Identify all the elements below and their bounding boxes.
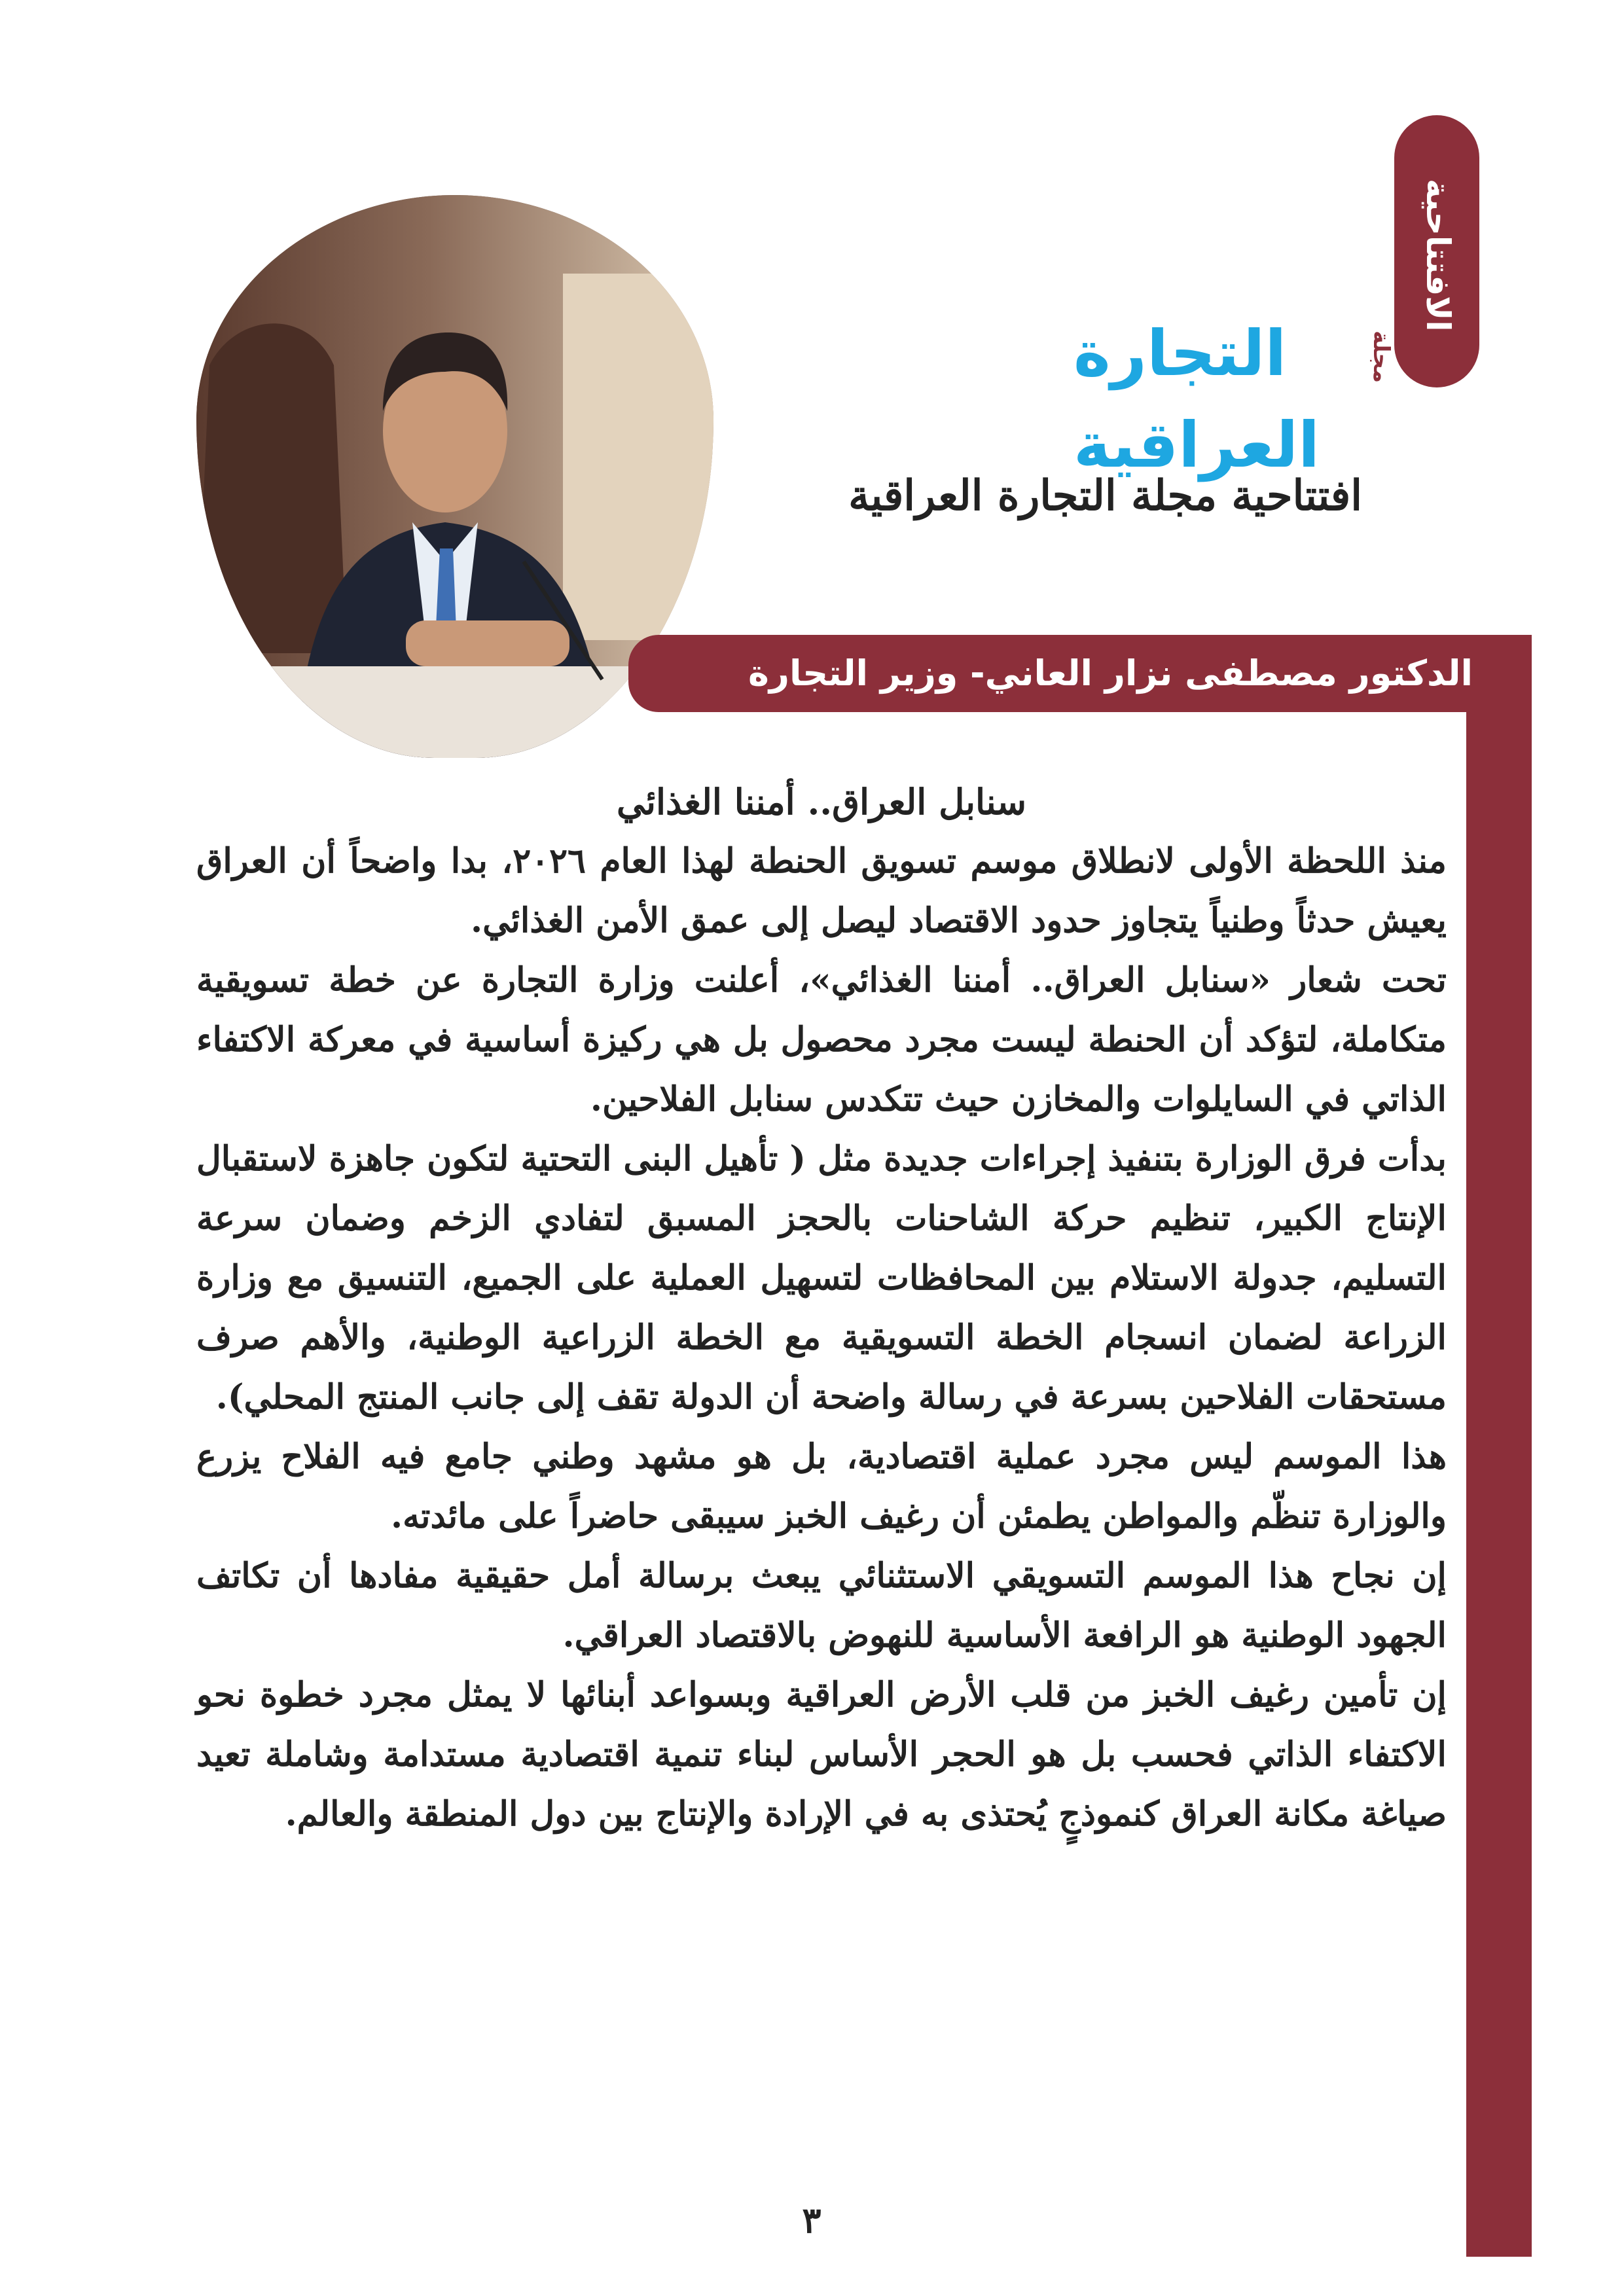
author-bar	[628, 635, 1532, 712]
magazine-logo-main: التجارة العراقية	[1074, 317, 1320, 482]
section-tab-label: الافتتاحية	[1419, 179, 1457, 332]
article-paragraph: بدأت فرق الوزارة بتنفيذ إجراءات جديدة مثل ( تأهيل البنى التحتية لتكون جاهزة لاستقبال الإنتاج الكبير، تنظيم حركة الشاحنات بالحجز المسبق لتفادي الزخم وضمان سرعة التسليم، جدولة الاستلام بين المحافظات لتسهيل العملية على الجميع، التنسيق مع وزارة الزراعة لضمان انسجام الخطة التسويقية مع الخطة الزراعية الوطنية، والأهم صرف مستحقات الفلاحين بسرعة في رسالة واضحة أن الدولة تقف إلى جانب المنتج المحلي).	[196, 1139, 1447, 1417]
author-name: الدكتور مصطفى نزار العاني- وزير التجارة	[748, 653, 1473, 694]
article	[196, 772, 1447, 1844]
article-paragraph: منذ اللحظة الأولى لانطلاق موسم تسويق الحنطة لهذا العام ٢٠٢٦، بدا واضحاً أن العراق يعيش حدثاً وطنياً يتجاوز حدود الاقتصاد ليصل إلى عمق الأمن الغذائي.	[196, 841, 1447, 941]
editorial-title: افتتاحية مجلة التجارة العراقية	[848, 471, 1362, 520]
magazine-logo-small: مجلة	[1368, 330, 1394, 384]
magazine-logo	[1074, 308, 1394, 482]
page-number: ٣	[802, 2199, 821, 2241]
article-paragraph: هذا الموسم ليس مجرد عملية اقتصادية، بل هو مشهد وطني جامع فيه الفلاح يزرع والوزارة تنظّم والمواطن يطمئن أن رغيف الخبز سيبقى حاضراً على مائدته.	[196, 1437, 1447, 1536]
article-paragraph: إن تأمين رغيف الخبز من قلب الأرض العراقية وبسواعد أبنائها لا يمثل مجرد خطوة نحو الاكتفاء الذاتي فحسب بل هو الحجر الأساس لبناء تنمية اقتصادية مستدامة وشاملة تعيد صياغة مكانة العراق كنموذجٍ يُحتذى به في الإرادة والإنتاج بين دول المنطقة والعالم.	[196, 1675, 1447, 1834]
article-paragraph: تحت شعار «سنابل العراق.. أمننا الغذائي»، أعلنت وزارة التجارة عن خطة تسويقية متكاملة، لتؤكد أن الحنطة ليست مجرد محصول بل هي ركيزة أساسية في معركة الاكتفاء الذاتي في السايلوات والمخازن حيث تتكدس سنابل الفلاحين.	[196, 960, 1447, 1119]
right-accent-bar	[1466, 712, 1532, 2257]
article-heading: سنابل العراق.. أمننا الغذائي	[617, 781, 1026, 823]
article-paragraph: إن نجاح هذا الموسم التسويقي الاستثنائي يبعث برسالة أمل حقيقية مفادها أن تكاتف الجهود الوطنية هو الرافعة الأساسية للنهوض بالاقتصاد العراقي.	[196, 1556, 1447, 1655]
